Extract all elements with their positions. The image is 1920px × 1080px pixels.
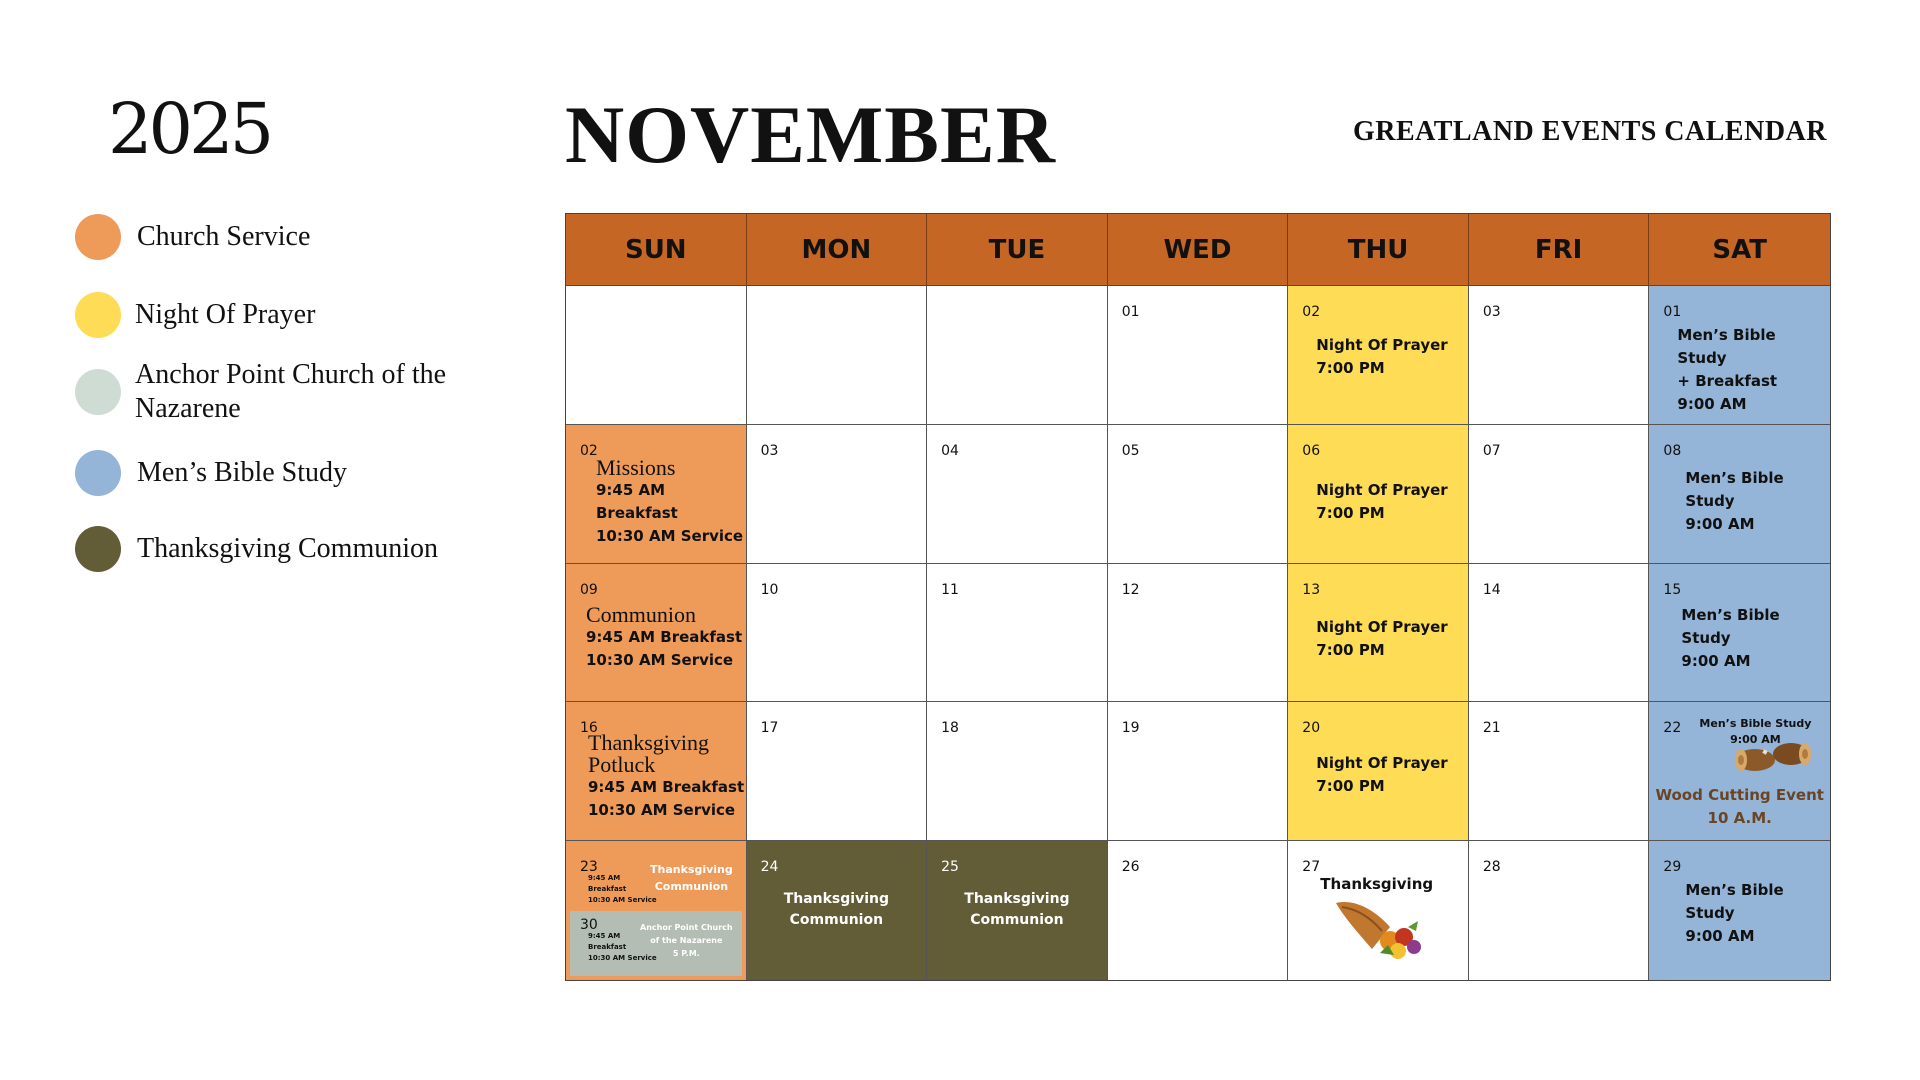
- day-number: 03: [1482, 304, 1501, 320]
- event-night-of-prayer: [1316, 752, 1447, 798]
- event-night-of-prayer: [1316, 616, 1447, 662]
- event-time: 9:00 AM: [1685, 514, 1755, 533]
- event-thanksgiving-communion: [927, 889, 1107, 931]
- legend-label: Thanksgiving Communion: [137, 533, 438, 564]
- day-number: 16: [580, 720, 598, 737]
- event-title: Men’s Bible: [1681, 605, 1780, 624]
- legend-swatch: [75, 292, 121, 338]
- day-cell: [1288, 425, 1469, 564]
- day-cell: [1649, 702, 1830, 841]
- day-cell: [1649, 425, 1830, 564]
- day-cell: [1288, 702, 1469, 841]
- day-cell: [1469, 425, 1650, 564]
- legend-label: Men’s Bible Study: [137, 457, 348, 488]
- year-heading: 2025: [108, 88, 271, 170]
- event-wood-cutting: [1649, 784, 1830, 830]
- event-title: Communion: [586, 601, 697, 627]
- event-title: Communion: [789, 912, 884, 929]
- event-title: Men’s Bible Study: [1699, 717, 1812, 731]
- calendar-grid: [565, 213, 1831, 981]
- event-title: Anchor Point Church: [640, 923, 733, 933]
- legend-label: Night Of Prayer: [135, 299, 316, 330]
- event-title: Night Of Prayer: [1316, 336, 1448, 354]
- legend-label: Church Service: [137, 221, 311, 252]
- day-number: 19: [1121, 720, 1140, 737]
- legend-label: Anchor Point Church of the Nazarene: [135, 359, 447, 424]
- event-missions: [596, 454, 744, 548]
- event-title: Potluck: [588, 752, 656, 778]
- day-number: 17: [760, 720, 779, 737]
- weekday-header-sat: SAT: [1649, 214, 1830, 286]
- event-detail: 10:30 AM Service: [586, 650, 734, 669]
- event-night-of-prayer: [1316, 479, 1447, 525]
- event-service-times: [588, 873, 657, 906]
- day-number: 11: [941, 581, 959, 598]
- event-title: Thanksgiving: [1320, 875, 1434, 894]
- day-number: 22: [1663, 720, 1682, 737]
- event-title: Study: [1685, 904, 1735, 923]
- day-cell: [1469, 564, 1650, 703]
- day-number: 10: [760, 581, 779, 598]
- legend-swatch: [75, 450, 121, 496]
- event-detail: 9:45 AM: [588, 932, 621, 941]
- event-mens-bible-study: [1681, 604, 1779, 673]
- day-cell: [927, 425, 1108, 564]
- day-number: 26: [1121, 859, 1140, 876]
- legend-swatch: [75, 214, 121, 260]
- event-title: + Breakfast: [1677, 372, 1778, 390]
- event-detail: 9:45 AM Breakfast: [586, 627, 743, 646]
- event-communion: [586, 601, 743, 672]
- day-cell: [1108, 286, 1289, 425]
- event-time: 7:00 PM: [1316, 503, 1385, 522]
- event-title: Thanksgiving: [964, 891, 1070, 908]
- legend-swatch: [75, 526, 121, 572]
- weekday-header-sun: SUN: [566, 214, 747, 286]
- day-cell: [1469, 286, 1650, 425]
- day-number: 12: [1121, 581, 1140, 598]
- event-time: 9:00 AM: [1685, 927, 1755, 946]
- event-mens-bible-study: [1677, 324, 1830, 416]
- day-cell-empty: [566, 286, 747, 425]
- day-number: 09: [580, 581, 598, 598]
- day-cell: [1108, 702, 1289, 841]
- day-cell: [927, 841, 1108, 980]
- event-title: Thanksgiving: [588, 730, 709, 756]
- event-title: Study: [1681, 628, 1731, 647]
- day-number: 24: [760, 859, 779, 876]
- event-time: 9:00 AM: [1677, 395, 1747, 413]
- event-detail: 10:30 AM Service: [596, 526, 744, 545]
- event-title: Thanksgiving: [783, 891, 889, 908]
- event-detail: 9:45 AM: [596, 480, 666, 499]
- day-number: 01: [1121, 304, 1140, 320]
- event-time: 9:00 AM: [1730, 733, 1781, 747]
- event-detail: 10:30 AM Service: [588, 896, 657, 905]
- day-cell: [747, 702, 928, 841]
- event-time: 5 P.M.: [672, 949, 700, 959]
- event-night-of-prayer: [1316, 334, 1447, 380]
- event-time: 7:00 PM: [1316, 777, 1385, 796]
- day-cell: [747, 564, 928, 703]
- day-cell-empty: [747, 286, 928, 425]
- event-title: Men’s Bible: [1685, 468, 1784, 487]
- day-cell: [566, 425, 747, 564]
- legend-item-church-service: [75, 214, 457, 260]
- event-time: 10 A.M.: [1707, 809, 1772, 828]
- event-title: of the Nazarene: [650, 936, 723, 946]
- day-number: 30: [580, 917, 598, 934]
- event-time: 7:00 PM: [1316, 359, 1385, 377]
- firewood-icon: [1733, 738, 1813, 776]
- day-cell: [1108, 841, 1289, 980]
- day-cell: [566, 564, 747, 703]
- day-cell: [1288, 286, 1469, 425]
- legend-item-anchor-point: [75, 358, 455, 426]
- month-heading: NOVEMBER: [565, 89, 1056, 180]
- legend-swatch: [75, 369, 121, 415]
- day-cell: [1469, 702, 1650, 841]
- weekday-header-wed: WED: [1108, 214, 1289, 286]
- day-cell: [1108, 564, 1289, 703]
- event-title: Communion: [970, 912, 1064, 929]
- event-thanksgiving-potluck: [588, 732, 744, 822]
- event-title: Missions: [596, 454, 676, 480]
- day-cell-nested-30: [570, 911, 742, 976]
- legend-item-night-of-prayer: [75, 292, 455, 338]
- day-number: 21: [1482, 720, 1501, 737]
- event-time: 9:00 AM: [1681, 651, 1751, 670]
- legend-item-thanksgiving-communion: [75, 526, 457, 572]
- day-number: 15: [1663, 581, 1682, 598]
- day-number: 25: [941, 859, 959, 876]
- day-number: 07: [1482, 442, 1501, 459]
- event-mens-bible-study: [1685, 879, 1783, 948]
- event-detail: 9:45 AM: [588, 874, 621, 883]
- event-title: Night Of Prayer: [1316, 617, 1448, 636]
- day-cell: [566, 702, 747, 841]
- event-title: Study: [1685, 491, 1735, 510]
- day-cell: [1649, 286, 1830, 425]
- event-detail: 10:30 AM Service: [588, 801, 736, 820]
- day-cell: [1108, 425, 1289, 564]
- event-thanksgiving-communion: [747, 889, 927, 931]
- event-title: Wood Cutting Event: [1655, 786, 1824, 805]
- day-number: 06: [1302, 442, 1321, 459]
- day-cell: [1649, 564, 1830, 703]
- event-title: Night Of Prayer: [1316, 480, 1448, 499]
- event-time: 7:00 PM: [1316, 640, 1385, 659]
- day-number: 29: [1663, 859, 1682, 876]
- day-number: 18: [941, 720, 959, 737]
- day-number: 04: [941, 442, 959, 459]
- event-detail: Breakfast: [588, 885, 627, 894]
- day-number: 03: [760, 442, 779, 459]
- event-title: Thanksgiving: [650, 863, 733, 877]
- event-mens-bible-study: [1685, 467, 1783, 536]
- event-anchor-point: [640, 921, 733, 960]
- event-detail: Breakfast: [596, 503, 678, 522]
- event-detail: Breakfast: [588, 943, 627, 952]
- day-number: 20: [1302, 720, 1321, 737]
- event-detail: 10:30 AM Service: [588, 954, 657, 963]
- day-cell: [1288, 564, 1469, 703]
- day-number: 23: [580, 859, 598, 876]
- event-thanksgiving: [1320, 873, 1433, 896]
- day-number: 14: [1482, 581, 1501, 598]
- day-cell: [1288, 841, 1469, 980]
- event-thanksgiving-communion: [650, 861, 733, 895]
- day-number: 08: [1663, 442, 1682, 459]
- event-title: Communion: [654, 880, 729, 894]
- cornucopia-icon: [1332, 897, 1428, 963]
- day-number: 05: [1121, 442, 1140, 459]
- day-cell: [566, 841, 747, 980]
- day-number: 02: [1302, 304, 1321, 320]
- day-number: 02: [580, 442, 598, 459]
- day-cell-empty: [927, 286, 1108, 425]
- event-title: Men’s Bible Study: [1677, 326, 1776, 367]
- weekday-header-mon: MON: [747, 214, 928, 286]
- weekday-header-tue: TUE: [927, 214, 1108, 286]
- event-detail: 9:45 AM Breakfast: [588, 778, 745, 797]
- day-cell: [1469, 841, 1650, 980]
- day-cell: [927, 702, 1108, 841]
- weekday-header-thu: THU: [1288, 214, 1469, 286]
- day-number: 01: [1663, 304, 1682, 320]
- legend-item-mens-bible-study: [75, 450, 457, 496]
- day-cell: [747, 425, 928, 564]
- calendar-title: GREATLAND EVENTS CALENDAR: [1352, 116, 1827, 147]
- day-number: 13: [1302, 581, 1321, 598]
- day-cell: [1649, 841, 1830, 980]
- event-title: Men’s Bible: [1685, 881, 1784, 900]
- day-cell: [747, 841, 928, 980]
- day-cell: [927, 564, 1108, 703]
- day-number: 27: [1302, 859, 1321, 876]
- event-title: Night Of Prayer: [1316, 754, 1448, 773]
- day-number: 28: [1482, 859, 1501, 876]
- weekday-header-fri: FRI: [1469, 214, 1650, 286]
